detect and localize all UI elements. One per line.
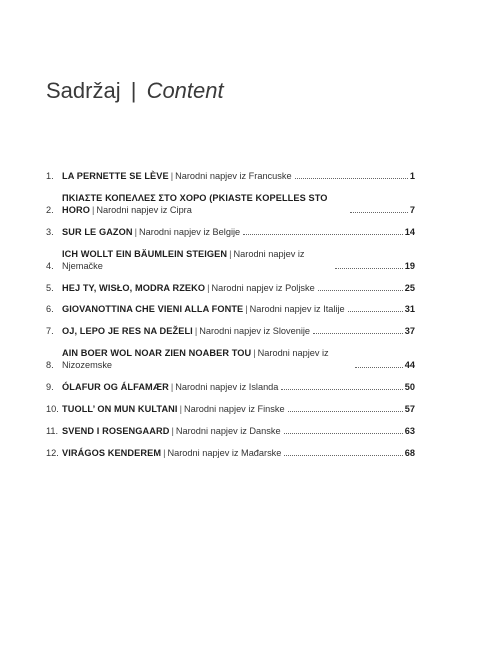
page-number: 68 — [404, 447, 415, 458]
entry-number: 5. — [46, 282, 54, 293]
page-number: 19 — [404, 260, 415, 271]
page-number: 44 — [404, 360, 415, 371]
separator: | — [229, 248, 232, 259]
song-origin: Narodni napjev iz Islanda — [175, 382, 279, 393]
song-origin: Narodni napjev iz Francuske — [175, 171, 292, 181]
entry-number: 1. — [46, 171, 54, 181]
toc-entry-12[interactable] — [46, 447, 415, 459]
page-number: 31 — [404, 304, 415, 315]
song-title: LA PERNETTE SE LÈVE — [62, 171, 169, 181]
entry-number: 11. — [46, 425, 59, 436]
table-of-contents — [46, 170, 415, 469]
dot-leader — [313, 332, 403, 334]
page-title — [46, 78, 224, 104]
separator: | — [253, 348, 256, 359]
toc-entry-2[interactable] — [46, 192, 415, 216]
entry-number: 6. — [46, 304, 54, 315]
toc-entry-7[interactable] — [46, 325, 415, 337]
song-origin: Narodni napjev iz Finske — [183, 404, 285, 415]
separator: | — [194, 326, 198, 337]
entry-number: 3. — [46, 226, 54, 237]
song-title: ΠΚΙΑΣΤΕ ΚΟΠΕΛΛΕΣ ΣΤΟ ΧΟΡΟ (PKIASTE KOPELLES STO HORO — [62, 192, 328, 215]
entry-number: 9. — [46, 382, 54, 393]
separator: | — [170, 171, 174, 181]
page-number: 37 — [404, 326, 415, 337]
title-english: Content — [146, 78, 224, 103]
toc-entry-8[interactable] — [46, 347, 415, 371]
song-origin: Narodni napjev iz Njemačke — [62, 248, 305, 271]
dot-leader — [243, 233, 403, 235]
dot-leader — [288, 410, 403, 412]
song-title: OJ, LEPO JE RES NA DEŽELI — [62, 326, 193, 337]
song-origin: Narodni napjev iz Mađarske — [167, 447, 282, 458]
dot-leader — [350, 211, 408, 213]
page-number: 14 — [404, 226, 415, 237]
toc-entry-4[interactable] — [46, 248, 415, 272]
entry-number: 2. — [46, 204, 54, 215]
toc-entry-9[interactable] — [46, 381, 415, 393]
song-origin: Narodni napjev iz Danske — [175, 425, 281, 436]
separator: | — [207, 282, 210, 293]
song-title: VIRÁGOS KENDEREM — [62, 447, 162, 458]
song-origin: Narodni napjev iz Nizozemske — [62, 348, 329, 371]
toc-entry-6[interactable] — [46, 303, 415, 315]
song-origin: Narodni napjev iz Poljske — [211, 282, 315, 293]
page-number: 63 — [404, 425, 415, 436]
dot-leader — [318, 289, 403, 291]
song-title: SVEND I ROSENGAARD — [62, 425, 170, 436]
song-title: TUOLL’ ON MUN KULTANI — [62, 404, 178, 415]
page-number: 25 — [404, 282, 415, 293]
entry-number: 4. — [46, 260, 54, 271]
title-croatian: Sadržaj — [46, 78, 121, 103]
page-number: 1 — [409, 171, 415, 181]
song-origin: Narodni napjev iz Cipra — [96, 204, 192, 215]
separator: | — [171, 425, 174, 436]
separator: | — [179, 404, 182, 415]
page-number: 7 — [409, 204, 415, 215]
toc-entry-11[interactable] — [46, 425, 415, 437]
separator: | — [134, 226, 138, 237]
song-title: HEJ TY, WISŁO, MODRA RZEKO — [62, 282, 206, 293]
entry-number: 7. — [46, 326, 54, 337]
song-title: ÓLAFUR OG ÁLFAMÆR — [62, 382, 169, 393]
song-title: ICH WOLLT EIN BÄUMLEIN STEIGEN — [62, 248, 228, 259]
separator: | — [170, 382, 174, 393]
toc-entry-10[interactable] — [46, 403, 415, 415]
separator: | — [245, 304, 248, 315]
dot-leader — [355, 366, 403, 368]
toc-entry-5[interactable] — [46, 282, 415, 294]
dot-leader — [348, 310, 403, 312]
dot-leader — [284, 454, 402, 456]
entry-number: 10. — [46, 404, 59, 415]
dot-leader — [281, 388, 402, 390]
title-separator: | — [130, 78, 137, 103]
dot-leader — [284, 432, 403, 434]
entry-number: 12. — [46, 447, 59, 458]
separator: | — [163, 447, 166, 458]
page-number: 50 — [404, 382, 415, 393]
song-title: SUR LE GAZON — [62, 226, 133, 237]
song-title: GIOVANOTTINA CHE VIENI ALLA FONTE — [62, 304, 244, 315]
song-title: AIN BOER WOL NOAR ZIEN NOABER TOU — [62, 348, 252, 359]
song-origin: Narodni napjev iz Italije — [249, 304, 345, 315]
entry-number: 8. — [46, 360, 54, 371]
dot-leader — [335, 267, 403, 269]
song-origin: Narodni napjev iz Slovenije — [199, 326, 311, 337]
separator: | — [91, 204, 95, 215]
toc-entry-3[interactable] — [46, 226, 415, 238]
dot-leader — [295, 177, 408, 179]
song-origin: Narodni napjev iz Belgije — [139, 226, 241, 237]
page-number: 57 — [404, 404, 415, 415]
toc-entry-1[interactable] — [46, 170, 415, 182]
